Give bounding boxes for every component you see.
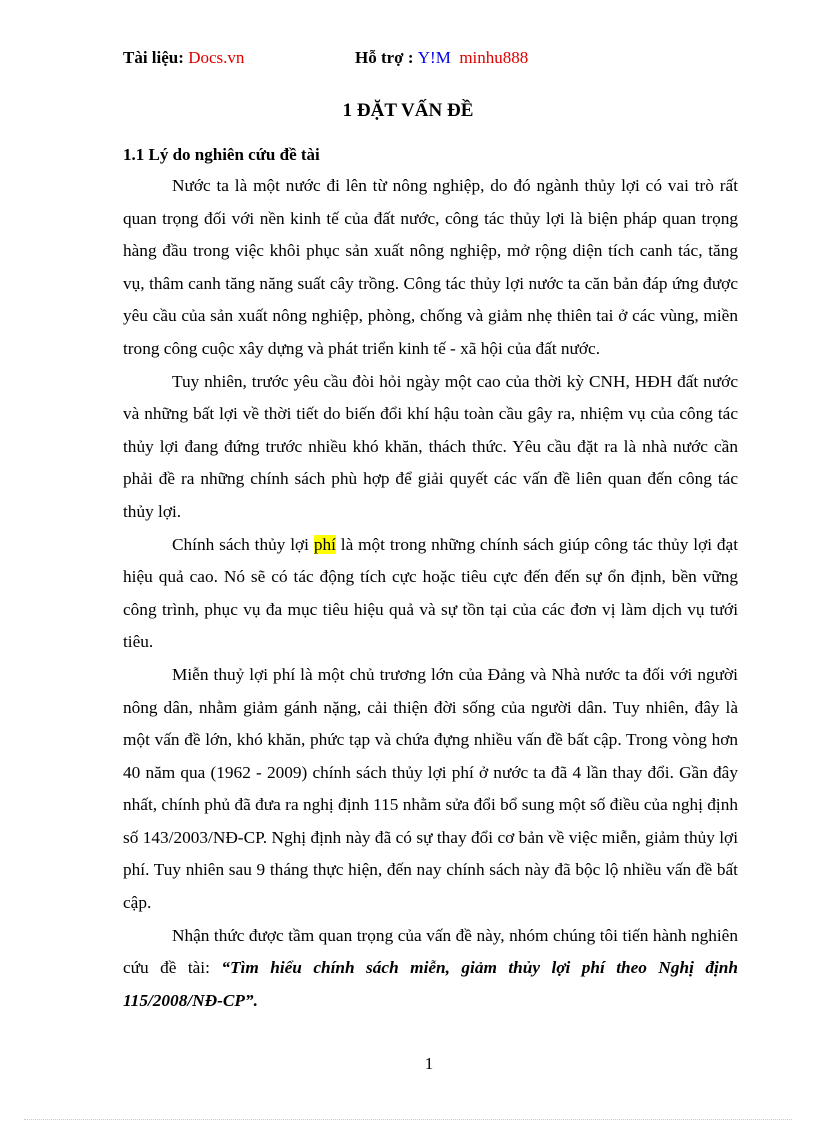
paragraph-5 (123, 920, 738, 1018)
research-topic: “Tìm hiểu chính sách miễn, giảm thủy lợi phí theo Nghị định 115/2008/NĐ-CP”. (123, 958, 738, 1010)
header-support-label: Hỗ trợ (355, 48, 404, 67)
header-doc-label: Tài liệu (123, 48, 179, 67)
paragraph-2: Tuy nhiên, trước yêu cầu đòi hỏi ngày một cao của thời kỳ CNH, HĐH đất nước và những bất lợi về thời tiết do biến đổi khí hậu toàn cầu gây ra, nhiệm vụ của công tác thủy lợi đang đứng trước nhiều khó khăn, thách thức. Yêu cầu đặt ra là nhà nước cần phải đề ra những chính sách phù hợp để giải quyết các vấn đề liên quan đến công tác thủy lợi. (123, 371, 738, 521)
paragraph-4: Miễn thuỷ lợi phí là một chủ trương lớn của Đảng và Nhà nước ta đối với người nông dân, nhằm giảm gánh nặng, cải thiện đời sống của người dân. Tuy nhiên, đây là một vấn đề lớn, khó khăn, phức tạp và chứa đựng nhiều vấn đề bất cập. Trong vòng hơn 40 năm qua (1962 - 2009) chính sách thủy lợi phí ở nước ta đã 4 lần thay đổi. Gần đây nhất, chính phủ đã đưa ra nghị định 115 nhằm sửa đổi bổ sung một số điều của nghị định số 143/2003/NĐ-CP. Nghị định này đã có sự thay đổi cơ bản về việc miễn, giảm thủy lợi phí. Tuy nhiên sau 9 tháng thực hiện, đến nay chính sách này đã bộc lộ nhiều vấn đề bất cập. (123, 664, 738, 913)
document-body (123, 170, 738, 1017)
header-doc-separator: : (178, 48, 189, 67)
paragraph-3-rest: là một trong những chính sách giúp công tác thủy lợi đạt hiệu quả cao. Nó sẽ có tác động tích cực hoặc tiêu cực đến đến sự ổn định, bền vững công trình, phục vụ đa mục tiêu hiệu quả và sự tồn tại của các đơn vị làm dịch vụ tưới tiêu. (123, 534, 739, 652)
paragraph-3 (123, 529, 738, 659)
highlighted-word: phí (313, 534, 336, 554)
header-doc-link[interactable]: Docs.vn (188, 48, 245, 67)
page-number: 1 (424, 1054, 434, 1073)
page-title: 1 ĐẶT VẤN ĐỀ (342, 100, 474, 121)
paragraph-3-start: Chính sách thủy lợi (172, 534, 314, 554)
header-ym-label: Y!M (417, 48, 451, 67)
header-ym-user[interactable]: minhu888 (459, 48, 529, 67)
header-document-source (123, 48, 244, 68)
header-support-separator: : (403, 48, 418, 67)
paragraph-1: Nước ta là một nước đi lên từ nông nghiệp, do đó ngành thủy lợi có vai trò rất quan trọng đối với nền kinh tế của đất nước, công tác thủy lợi là biện pháp quan trọng hàng đầu trong việc khôi phục sản xuất nông nghiệp, mở rộng diện tích canh tác, tăng vụ, thâm canh tăng năng suất cây trồng. Công tác thủy lợi nước ta căn bản đáp ứng được yêu cầu của sản xuất nông nghiệp, phòng, chống và giảm nhẹ thiên tai ở các vùng, miền trong công cuộc xây dựng và phát triển kinh tế - xã hội của đất nước. (123, 176, 738, 358)
page-bottom-divider (24, 1119, 792, 1120)
header-support (355, 48, 528, 68)
paragraph-5-start: Nhận thức được tầm quan trọng của vấn đề này, nhóm chúng tôi tiến hành nghiên cứu đề tài: (123, 925, 738, 978)
section-heading: 1.1 Lý do nghiên cứu đề tài (123, 145, 320, 164)
